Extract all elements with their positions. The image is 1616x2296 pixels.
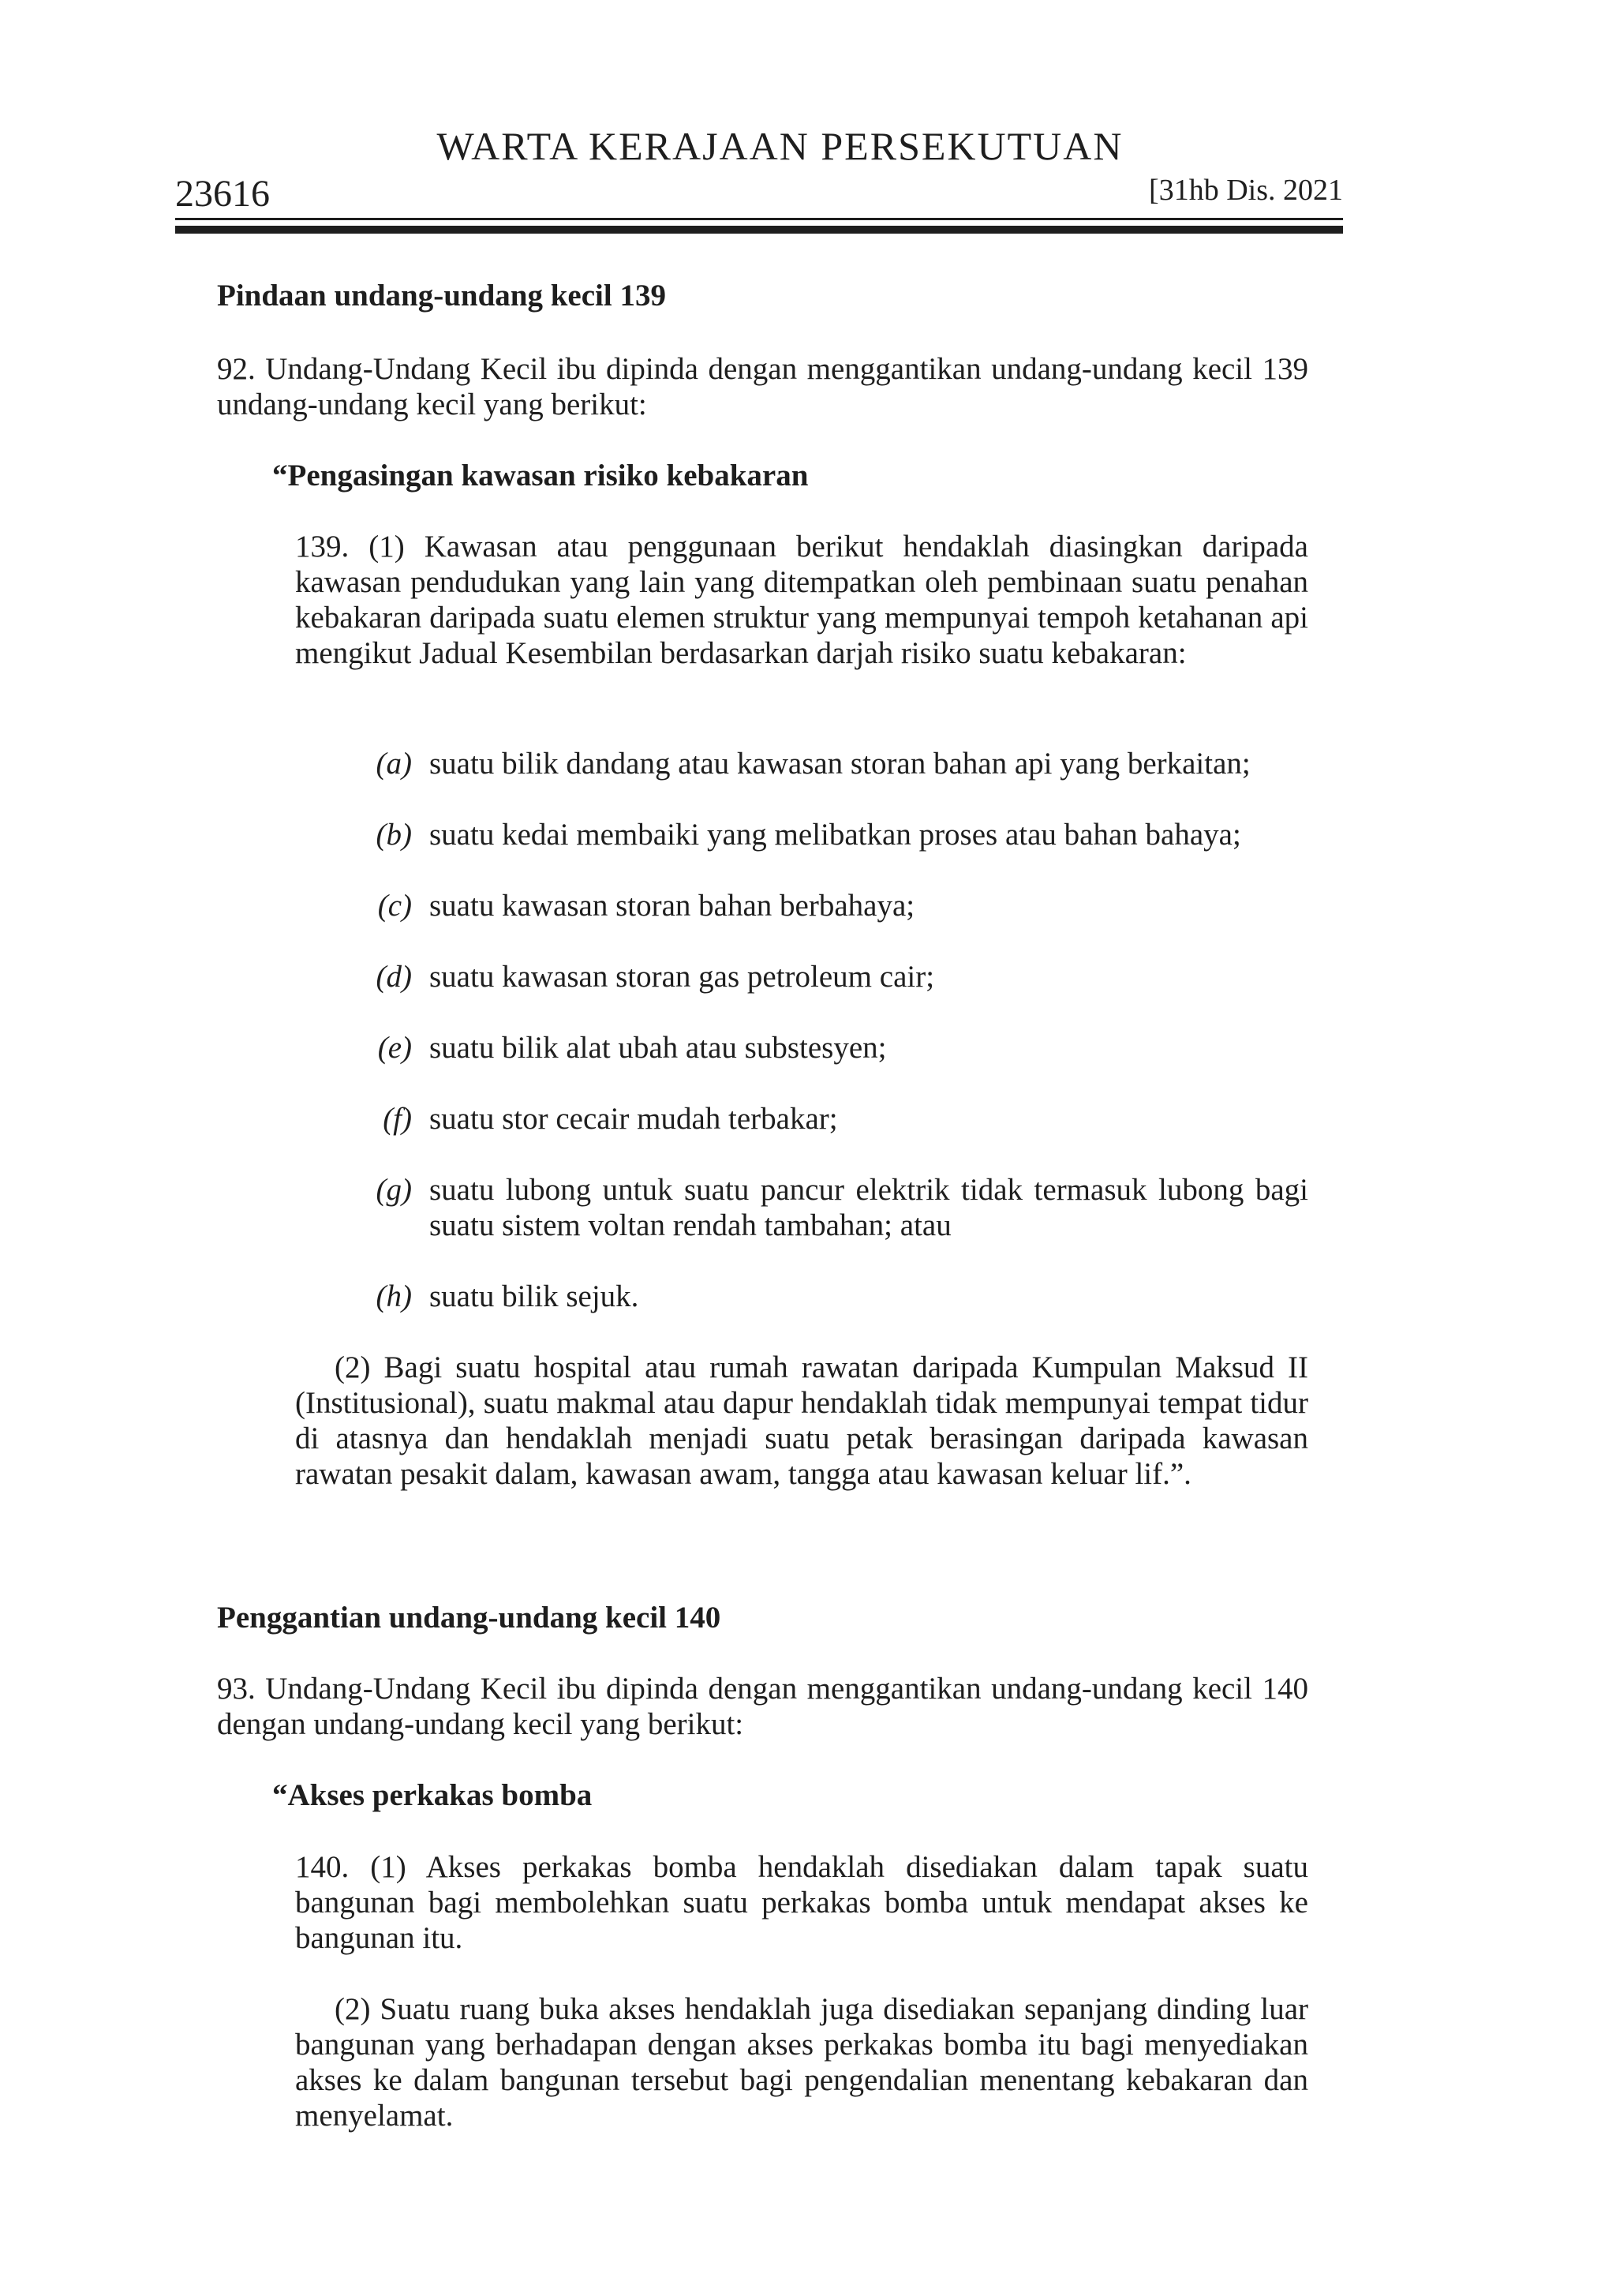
list-item-text: suatu stor cecair mudah terbakar;	[429, 1102, 838, 1136]
bylaw-139-para-1: 139. (1) Kawasan atau penggunaan berikut hendaklah diasingkan daripada kawasan pendudukan yang lain yang ditempatkan oleh pembinaan suatu penahan kebakaran daripada suatu elemen struktur yang mempunyai tempoh ketahanan api mengikut Jadual Kesembilan berdasarkan darjah risiko suatu kebakaran:	[295, 530, 1308, 670]
list-item-e	[369, 1030, 1308, 1066]
header-rule-thick	[175, 226, 1343, 234]
list-item-text: suatu bilik alat ubah atau substesyen;	[429, 1031, 887, 1065]
list-item-label: (a)	[376, 747, 412, 781]
issue-date: [31hb Dis. 2021	[1149, 174, 1343, 207]
list-item-c	[369, 888, 1308, 923]
bylaw-139-para-2: (2) Bagi suatu hospital atau rumah rawatan daripada Kumpulan Maksud II (Institusional), suatu makmal atau dapur hendaklah tidak mempunyai tempat tidur di atasnya dan hendaklah menjadi suatu petak berasingan daripada kawasan rawatan pesakit dalam, kawasan awam, tangga atau kawasan keluar lif.”.	[295, 1350, 1308, 1491]
section-93-body: 93. Undang-Undang Kecil ibu dipinda dengan menggantikan undang-undang kecil 140 dengan undang-undang kecil yang berikut:	[217, 1672, 1308, 1741]
list-item-text: suatu kawasan storan bahan berbahaya;	[429, 889, 915, 923]
bylaw-140-para-2: (2) Suatu ruang buka akses hendaklah juga disediakan sepanjang dinding luar bangunan yang berhadapan dengan akses perkakas bomba itu bagi menyediakan akses ke dalam bangunan tersebut bagi pengendalian menentang kebakaran dan menyelamat.	[295, 1992, 1308, 2133]
bylaw-140-para-1: 140. (1) Akses perkakas bomba hendaklah disediakan dalam tapak suatu bangunan bagi membolehkan suatu perkakas bomba untuk mendapat akses ke bangunan itu.	[295, 1850, 1308, 1955]
list-item-label: (h)	[376, 1279, 412, 1313]
gazette-title: WARTA KERAJAAN PERSEKUTUAN	[436, 124, 1124, 168]
bylaw-139-title: “Pengasingan kawasan risiko kebakaran	[272, 459, 809, 493]
list-item-label: (c)	[377, 889, 412, 923]
header-rule-thin	[175, 218, 1343, 220]
list-item-label: (g)	[376, 1173, 412, 1207]
list-item-text: suatu kedai membaiki yang melibatkan proses atau bahan bahaya;	[429, 818, 1241, 852]
list-item-a	[369, 746, 1308, 781]
list-item-g	[369, 1172, 1308, 1243]
list-item-label: (d)	[376, 960, 412, 994]
section-92-body: 92. Undang-Undang Kecil ibu dipinda dengan menggantikan undang-undang kecil 139 undang-undang kecil yang berikut:	[217, 352, 1308, 421]
list-item-label: (e)	[377, 1031, 412, 1065]
page-number: 23616	[175, 173, 270, 215]
list-item-d	[369, 959, 1308, 994]
list-item-text: suatu bilik sejuk.	[429, 1279, 639, 1313]
list-item-text: suatu kawasan storan gas petroleum cair;	[429, 960, 935, 994]
list-item-label: (b)	[376, 818, 412, 852]
list-item-b	[369, 817, 1308, 852]
list-item-f	[369, 1101, 1308, 1137]
list-item-text: suatu bilik dandang atau kawasan storan bahan api yang berkaitan;	[429, 747, 1251, 781]
list-item-label: (f)	[383, 1102, 412, 1136]
list-item-text: suatu lubong untuk suatu pancur elektrik tidak termasuk lubong bagi suatu sistem voltan rendah tambahan; atau	[429, 1173, 1308, 1242]
list-item-h	[369, 1279, 1308, 1314]
section-93-heading: Penggantian undang-undang kecil 140	[217, 1601, 721, 1635]
bylaw-140-title: “Akses perkakas bomba	[272, 1778, 593, 1812]
section-92-heading: Pindaan undang-undang kecil 139	[217, 279, 666, 313]
